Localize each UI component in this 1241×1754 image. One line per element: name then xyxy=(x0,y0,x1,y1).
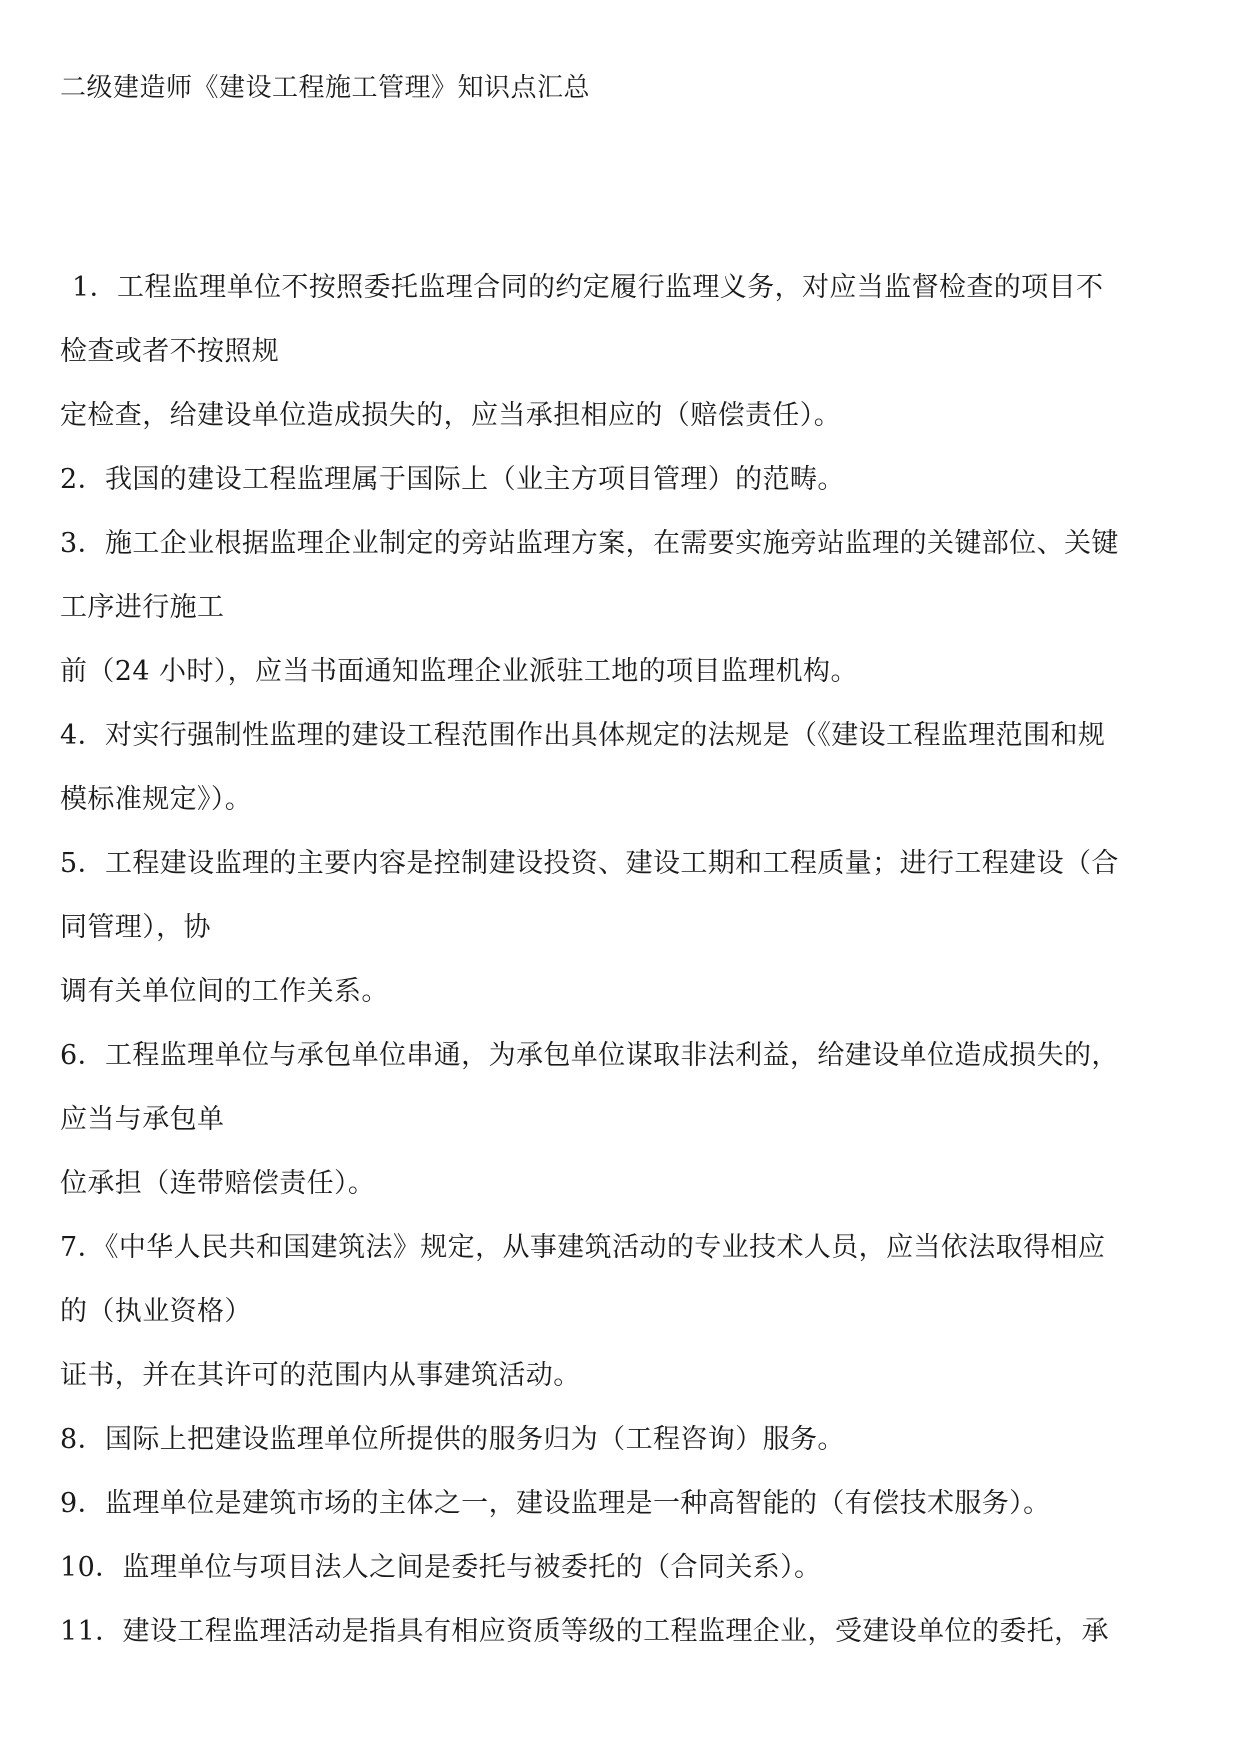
text-line: 4．对实行强制性监理的建设工程范围作出具体规定的法规是（《建设工程监理范围和规 xyxy=(60,720,1106,751)
text-line: 证书，并在其许可的范围内从事建筑活动。 xyxy=(60,1360,581,1391)
text-line: 模标准规定》）。 xyxy=(60,784,253,815)
text-line: 位承担（连带赔偿责任）。 xyxy=(60,1168,376,1199)
text-line: 8．国际上把建设监理单位所提供的服务归为（工程咨询）服务。 xyxy=(60,1424,845,1455)
text-line: 3．施工企业根据监理企业制定的旁站监理方案，在需要实施旁站监理的关键部位、关键 xyxy=(60,528,1119,559)
text-line: 定检查，给建设单位造成损失的，应当承担相应的（赔偿责任）。 xyxy=(60,400,842,431)
text-line: 9．监理单位是建筑市场的主体之一，建设监理是一种高智能的（有偿技术服务）。 xyxy=(60,1488,1051,1519)
document-body xyxy=(60,268,1190,1676)
text-line: 5．工程建设监理的主要内容是控制建设投资、建设工期和工程质量；进行工程建设（合 xyxy=(60,848,1119,879)
text-line: 调有关单位间的工作关系。 xyxy=(60,976,389,1007)
text-line: 7．《中华人民共和国建筑法》规定，从事建筑活动的专业技术人员，应当依法取得相应 xyxy=(60,1232,1106,1263)
text-line: 前（24 小时），应当书面通知监理企业派驻工地的项目监理机构。 xyxy=(60,656,858,687)
text-line: 11．建设工程监理活动是指具有相应资质等级的工程监理企业，受建设单位的委托，承 xyxy=(60,1616,1109,1647)
text-line: 同管理），协 xyxy=(60,912,211,943)
text-line: 检查或者不按照规 xyxy=(60,336,280,367)
text-line: 工序进行施工 xyxy=(60,592,225,623)
text-line: 2．我国的建设工程监理属于国际上（业主方项目管理）的范畴。 xyxy=(60,464,845,495)
text-line: 1．工程监理单位不按照委托监理合同的约定履行监理义务，对应当监督检查的项目不 xyxy=(72,272,1104,303)
document-title: 二级建造师《建设工程施工管理》知识点汇总 xyxy=(60,73,591,103)
text-line: 应当与承包单 xyxy=(60,1104,225,1135)
text-line: 的（执业资格） xyxy=(60,1296,252,1327)
text-line: 10．监理单位与项目法人之间是委托与被委托的（合同关系）。 xyxy=(60,1552,822,1583)
text-line: 6．工程监理单位与承包单位串通，为承包单位谋取非法利益，给建设单位造成损失的， xyxy=(60,1040,1119,1071)
